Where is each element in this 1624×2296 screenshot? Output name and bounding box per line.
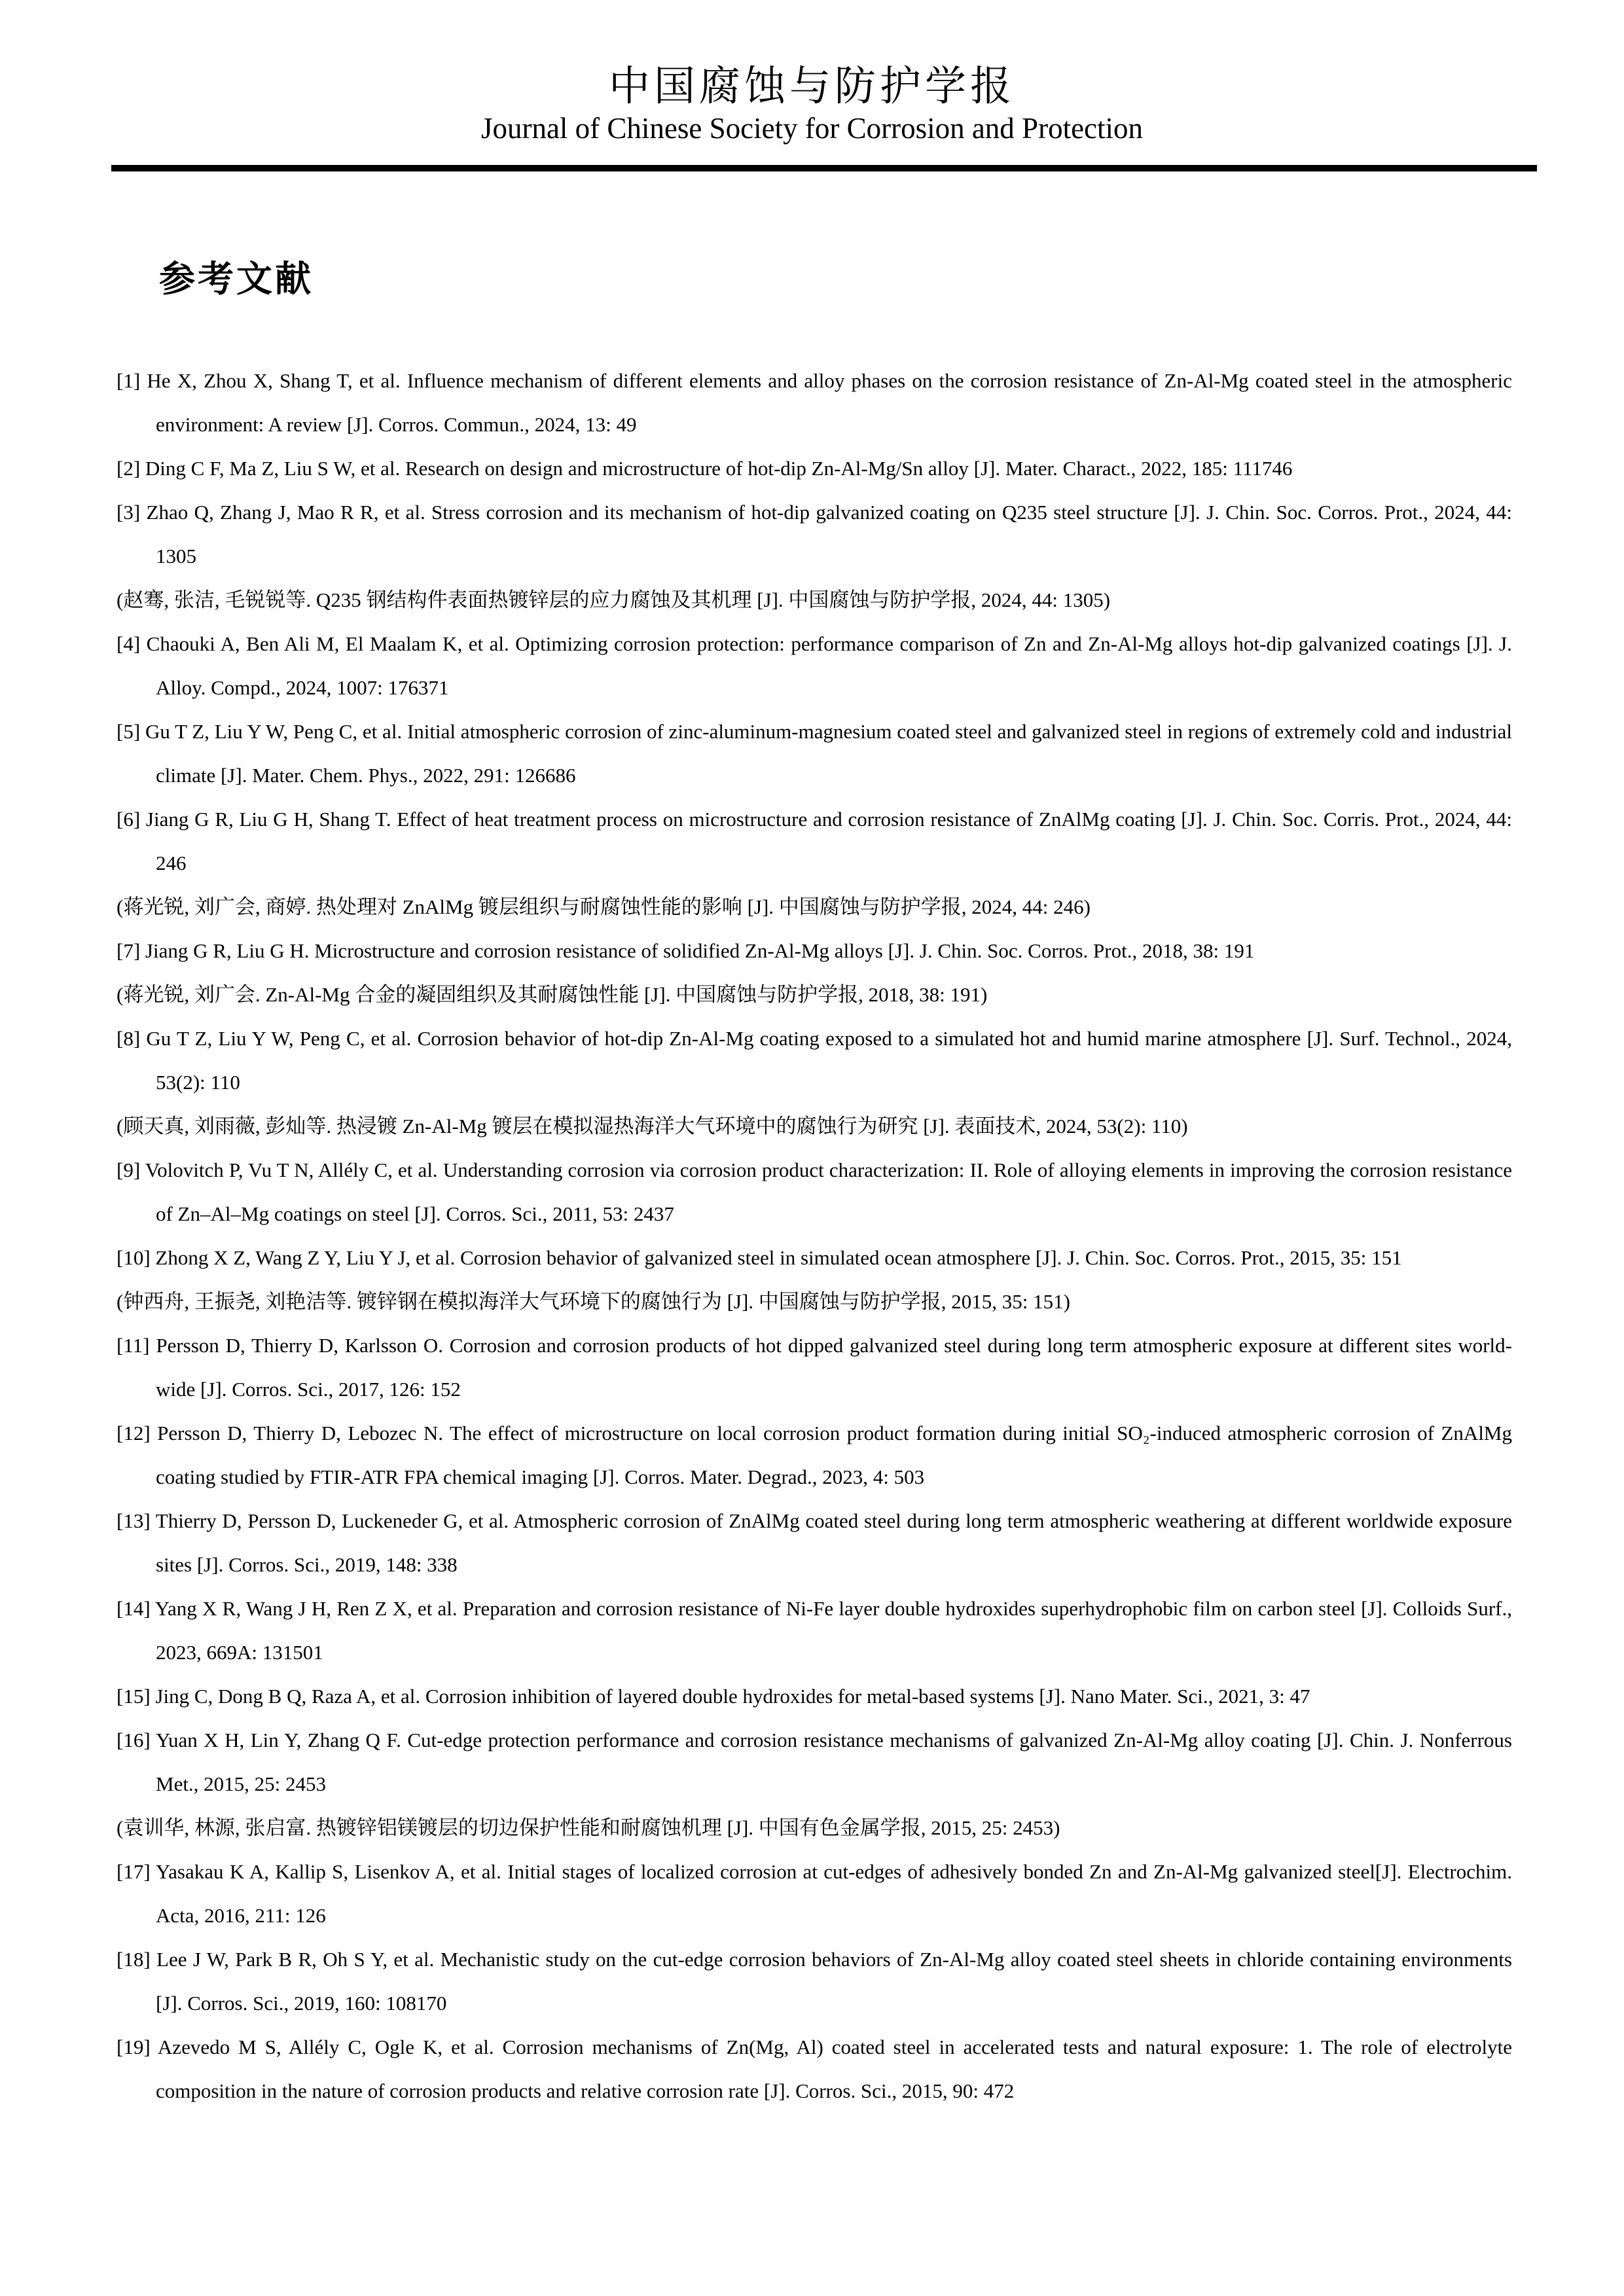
reference-entry: [19] Azevedo M S, Allély C, Ogle K, et al. Corrosion mechanisms of Zn(Mg, Al) coated steel in accelerated tests and natural exposure: 1. The role of electrolyte composition in the nature of corrosion products and relative corrosion rate [J]. Corros. Sci., 2015, 90: 472 (117, 2036, 1512, 2102)
reference-translation: (钟西舟, 王振尧, 刘艳洁等. 镀锌钢在模拟海洋大气环境下的腐蚀行为 [J]. 中国腐蚀与防护学报, 2015, 35: 151) (117, 1290, 1070, 1313)
reference-entry: [12] Persson D, Thierry D, Lebozec N. The effect of microstructure on local corrosion product formation during initial SO₂-induced atmospheric corrosion of ZnAlMg coating studied by FTIR-ATR FPA chemical imaging [J]. Corros. Mater. Degrad., 2023, 4: 503 (117, 1422, 1512, 1488)
reference-translation: (袁训华, 林源, 张启富. 热镀锌铝镁镀层的切边保护性能和耐腐蚀机理 [J]. 中国有色金属学报, 2015, 25: 2453) (117, 1816, 1060, 1839)
reference-entry: [14] Yang X R, Wang J H, Ren Z X, et al. Preparation and corrosion resistance of Ni-Fe layer double hydroxides superhydrophobic film on carbon steel [J]. Colloids Surf., 2023, 669A: 131501 (117, 1597, 1512, 1664)
reference-list (117, 359, 1512, 2113)
reference-entry: [11] Persson D, Thierry D, Karlsson O. Corrosion and corrosion products of hot dipped galvanized steel during long term atmospheric exposure at different sites world-wide [J]. Corros. Sci., 2017, 126: 152 (117, 1334, 1512, 1401)
reference-entry: [4] Chaouki A, Ben Ali M, El Maalam K, et al. Optimizing corrosion protection: performance comparison of Zn and Zn-Al-Mg alloys hot-dip galvanized coatings [J]. J. Alloy. Compd., 2024, 1007: 176371 (117, 632, 1512, 699)
reference-entry: [15] Jing C, Dong B Q, Raza A, et al. Corrosion inhibition of layered double hydroxides for metal-based systems [J]. Nano Mater. Sci., 2021, 3: 47 (117, 1685, 1310, 1708)
reference-entry: [16] Yuan X H, Lin Y, Zhang Q F. Cut-edge protection performance and corrosion resistance mechanisms of galvanized Zn-Al-Mg alloy coating [J]. Chin. J. Nonferrous Met., 2015, 25: 2453 (117, 1729, 1512, 1795)
journal-header (0, 63, 1624, 145)
reference-entry: [5] Gu T Z, Liu Y W, Peng C, et al. Initial atmospheric corrosion of zinc-aluminum-magnesium coated steel and galvanized steel in regions of extremely cold and industrial climate [J]. Mater. Chem. Phys., 2022, 291: 126686 (117, 720, 1512, 787)
reference-entry: [13] Thierry D, Persson D, Luckeneder G, et al. Atmospheric corrosion of ZnAlMg coated steel during long term atmospheric weathering at different worldwide exposure sites [J]. Corros. Sci., 2019, 148: 338 (117, 1509, 1512, 1576)
reference-entry: [6] Jiang G R, Liu G H, Shang T. Effect of heat treatment process on microstructure and corrosion resistance of ZnAlMg coating [J]. J. Chin. Soc. Corris. Prot., 2024, 44: 246 (117, 808, 1512, 874)
reference-entry: [1] He X, Zhou X, Shang T, et al. Influence mechanism of different elements and alloy phases on the corrosion resistance of Zn-Al-Mg coated steel in the atmospheric environment: A review [J]. Corros. Commun., 2024, 13: 49 (117, 369, 1512, 436)
header-divider-rule (111, 165, 1537, 171)
reference-entry: [3] Zhao Q, Zhang J, Mao R R, et al. Stress corrosion and its mechanism of hot-dip galvanized coating on Q235 steel structure [J]. J. Chin. Soc. Corros. Prot., 2024, 44: 1305 (117, 501, 1512, 567)
reference-translation: (赵骞, 张洁, 毛锐锐等. Q235 钢结构件表面热镀锌层的应力腐蚀及其机理 [J]. 中国腐蚀与防护学报, 2024, 44: 1305) (117, 588, 1111, 611)
references-heading: 参考文献 (159, 259, 314, 299)
reference-entry: [2] Ding C F, Ma Z, Liu S W, et al. Research on design and microstructure of hot-dip Zn-Al-Mg/Sn alloy [J]. Mater. Charact., 2022, 185: 111746 (117, 457, 1293, 480)
reference-translation: (顾天真, 刘雨薇, 彭灿等. 热浸镀 Zn-Al-Mg 镀层在模拟湿热海洋大气环境中的腐蚀行为研究 [J]. 表面技术, 2024, 53(2): 110) (117, 1115, 1188, 1138)
reference-entry: [17] Yasakau K A, Kallip S, Lisenkov A, et al. Initial stages of localized corrosion at cut-edges of adhesively bonded Zn and Zn-Al-Mg galvanized steel[J]. Electrochim. Acta, 2016, 211: 126 (117, 1860, 1512, 1927)
reference-entry: [10] Zhong X Z, Wang Z Y, Liu Y J, et al. Corrosion behavior of galvanized steel in simulated ocean atmosphere [J]. J. Chin. Soc. Corros. Prot., 2015, 35: 151 (117, 1246, 1402, 1269)
reference-entry: [9] Volovitch P, Vu T N, Allély C, et al. Understanding corrosion via corrosion product characterization: II. Role of alloying elements in improving the corrosion resistance of Zn–Al–Mg coatings on steel [J]. Corros. Sci., 2011, 53: 2437 (117, 1158, 1512, 1225)
reference-entry: [18] Lee J W, Park B R, Oh S Y, et al. Mechanistic study on the cut-edge corrosion behaviors of Zn-Al-Mg alloy coated steel sheets in chloride containing environments [J]. Corros. Sci., 2019, 160: 108170 (117, 1948, 1512, 2015)
reference-entry: [7] Jiang G R, Liu G H. Microstructure and corrosion resistance of solidified Zn-Al-Mg alloys [J]. J. Chin. Soc. Corros. Prot., 2018, 38: 191 (117, 939, 1255, 962)
journal-title-zh: 中国腐蚀与防护学报 (609, 63, 1015, 109)
reference-entry: [8] Gu T Z, Liu Y W, Peng C, et al. Corrosion behavior of hot-dip Zn-Al-Mg coating exposed to a simulated hot and humid marine atmosphere [J]. Surf. Technol., 2024, 53(2): 110 (117, 1027, 1512, 1094)
reference-translation: (蒋光锐, 刘广会, 商婷. 热处理对 ZnAlMg 镀层组织与耐腐蚀性能的影响 [J]. 中国腐蚀与防护学报, 2024, 44: 246) (117, 895, 1091, 918)
reference-translation: (蒋光锐, 刘广会. Zn-Al-Mg 合金的凝固组织及其耐腐蚀性能 [J]. 中国腐蚀与防护学报, 2018, 38: 191) (117, 983, 988, 1006)
journal-title-en: Journal of Chinese Society for Corrosion and Protection (480, 112, 1144, 145)
